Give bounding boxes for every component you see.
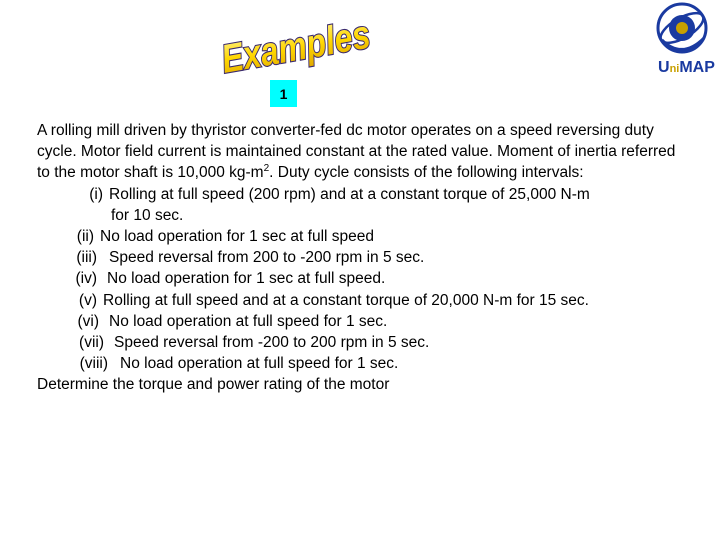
interval-item [37,247,687,268]
unimap-logo [652,0,720,78]
interval-item [37,268,687,289]
interval-number: (iii) [76,249,97,267]
interval-item [37,290,687,311]
intro-text-tail: . Duty cycle consists of the following intervals: [269,164,584,182]
interval-continuation: for 10 sec. [111,206,184,224]
problem-closing: Determine the torque and power rating of the motor [37,376,390,394]
interval-text: No load operation at full speed for 1 sec. [120,355,399,373]
example-number-badge: 1 [270,80,297,107]
logo-text-map: MAP [679,59,715,76]
intro-text: A rolling mill driven by thyristor converter-fed dc motor operates on a speed reversing duty cycle. Motor field current is maintained constant at the rated value. Moment of inertia referred to the motor shaft is 10,000 kg-m [37,122,676,182]
interval-number: (vii) [79,334,104,352]
interval-number: (v) [78,291,97,309]
interval-number: (iv) [75,270,97,288]
interval-text: Rolling at full speed (200 rpm) and at a constant torque of 25,000 N-m [109,185,590,203]
interval-text: Speed reversal from -200 to 200 rpm in 5 sec. [114,334,430,352]
interval-number: (viii) [79,355,108,373]
interval-item [37,226,687,247]
interval-text: Speed reversal from 200 to -200 rpm in 5 sec. [109,249,425,267]
logo-text-u: U [658,59,670,76]
interval-text: No load operation for 1 sec at full speed. [107,270,386,288]
interval-text: Rolling at full speed and at a constant torque of 20,000 N-m for 15 sec. [103,291,589,309]
globe-emblem-icon [656,4,708,52]
interval-number: (vi) [77,312,99,330]
intro-superscript: 2 [263,163,270,175]
interval-text: No load operation at full speed for 1 sec. [109,312,388,330]
interval-item [37,311,687,332]
problem-intro [37,120,687,184]
problem-statement [37,120,687,396]
wordart-text: Examples [218,6,410,82]
interval-item [37,353,687,374]
svg-text:UniMAP [658,59,715,76]
interval-item [37,332,687,353]
interval-item [37,184,687,205]
interval-number: (i) [89,185,103,203]
interval-text: No load operation for 1 sec at full speed [100,228,375,246]
logo-text-ni: ni [669,63,680,75]
examples-wordart-title [215,6,410,82]
interval-number: (ii) [76,228,94,246]
